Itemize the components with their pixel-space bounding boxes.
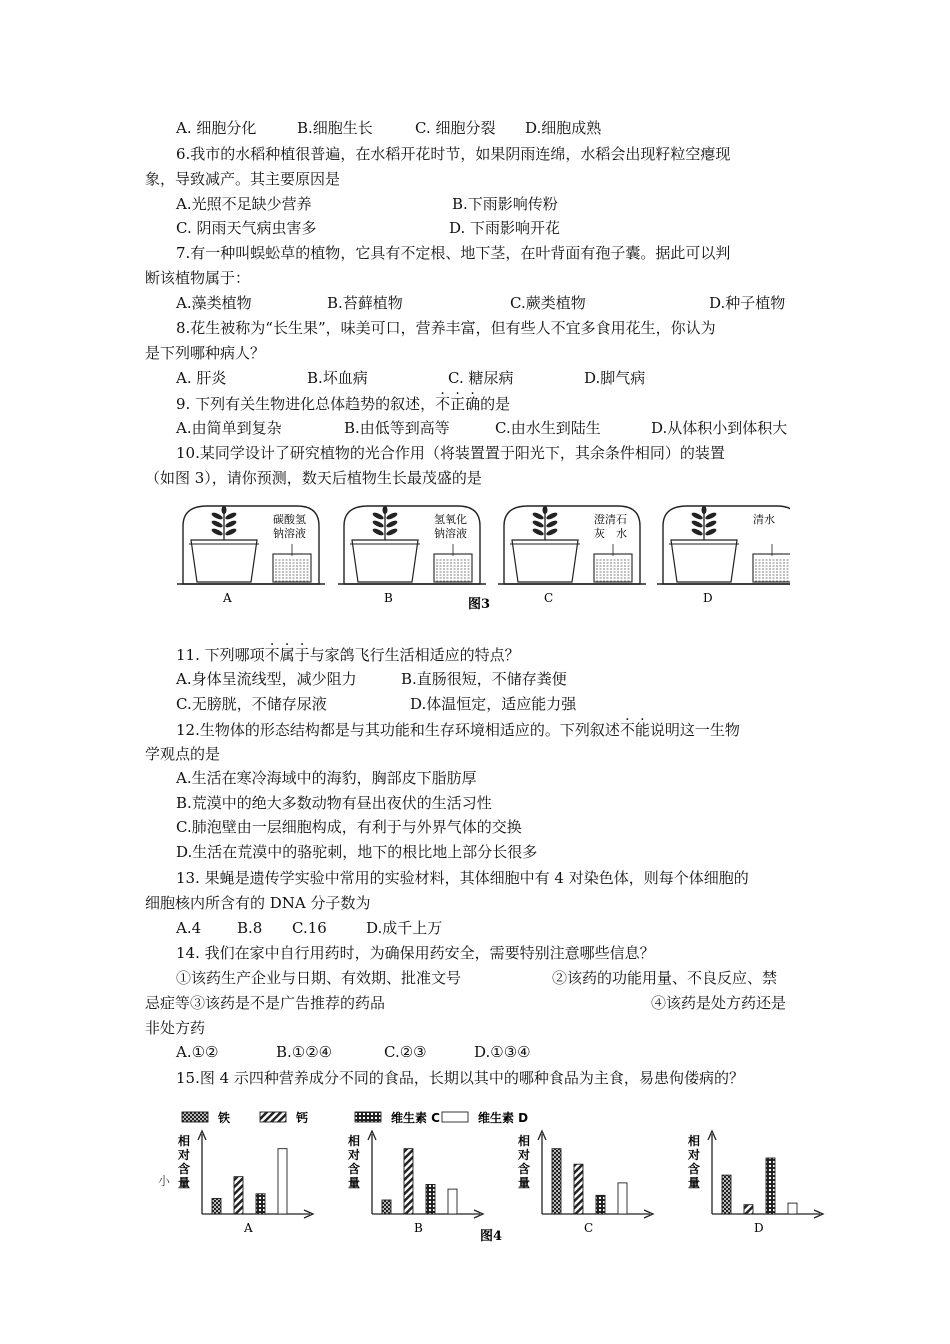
leaf [543, 506, 548, 514]
option: C. 阴雨天气病虫害多 [176, 219, 317, 237]
option: B.下雨影响传粉 [452, 195, 558, 213]
text-segment: 9. 下列有关生物进化总体趋势的叙述， [176, 395, 436, 413]
text-segment: 的是 [480, 395, 511, 413]
y-axis-label-char: 相 [348, 1134, 361, 1148]
question-text: 是下列哪种病人？ [145, 344, 266, 362]
option: C. 细胞分裂 [415, 119, 496, 137]
solution-label-line2: 钠溶液 [273, 527, 306, 540]
bar-3 [766, 1158, 775, 1214]
option: A.光照不足缺少营养 [176, 195, 312, 213]
bar-4 [448, 1189, 457, 1214]
leaf [545, 511, 558, 520]
option: C.由水生到陆生 [495, 419, 601, 437]
question-text: 14. 我们在家中自行用药时，为确保用药安全，需要特别注意哪些信息？ [176, 944, 655, 962]
solution-label-line1: 碳酸氢 [273, 513, 306, 526]
legend-label: 钙 [296, 1111, 309, 1125]
chart-panel-b [347, 1131, 483, 1235]
chart-panel-d [687, 1131, 823, 1235]
option: D.细胞成熟 [525, 119, 602, 137]
y-axis-label-char: 量 [348, 1176, 361, 1190]
figure-4-chart [150, 1100, 840, 1250]
panel-label: D [754, 1221, 764, 1235]
question-text: 象，导致减产。其主要原因是 [145, 170, 341, 188]
leaf [704, 511, 717, 520]
emphasis-char: 正 [450, 395, 466, 413]
bar-2 [574, 1164, 583, 1214]
statement-3: 忌症等③该药是不是广告推荐的药品 [145, 994, 386, 1012]
option: D.种子植物 [709, 294, 786, 312]
option: A.生活在寒冷海域中的海豹，胸部皮下脂肪厚 [176, 769, 477, 787]
option: A.身体呈流线型，减少阻力 [176, 670, 357, 688]
pot [671, 540, 737, 582]
question-text: 7.有一种叫蜈蚣草的植物，它具有不定根、地下茎，在叶背面有孢子囊。据此可以判 [176, 244, 731, 262]
leaf [211, 511, 224, 520]
leaf [704, 527, 717, 536]
leaf [385, 511, 398, 520]
question-text: 13. 果蝇是遗传学实验中常用的实验材料，其体细胞中有 4 对染色体，则每个体细胞的 [176, 869, 749, 887]
question-text [176, 394, 510, 414]
emphasis-char: 于 [294, 646, 310, 664]
solution-label-line2: 钠溶液 [434, 527, 467, 540]
emphasis-char: 能 [634, 721, 650, 739]
legend-item [182, 1110, 230, 1125]
leaf [691, 527, 704, 536]
question-text: 细胞核内所含有的 DNA 分子数为 [145, 894, 371, 912]
legend-item [355, 1110, 440, 1125]
option: B.荒漠中的绝大多数动物有昼出夜伏的生活习性 [176, 794, 492, 812]
apparatus-label: B [384, 591, 393, 605]
bar-1 [722, 1175, 731, 1214]
leaf [532, 527, 545, 536]
y-axis-label-char: 对 [518, 1148, 531, 1162]
question-text: 6.我市的水稻种植很普遍，在水稻开花时节，如果阴雨连绵，水稻会出现籽粒空瘪现 [176, 145, 731, 163]
option: B.8 [237, 919, 263, 937]
y-axis-label-char: 相 [688, 1134, 701, 1148]
emphasis-char: 确 [465, 395, 481, 413]
y-axis-label-char: 含 [348, 1162, 361, 1176]
option: D.体温恒定，适应能力强 [410, 695, 577, 713]
leaf [224, 527, 237, 536]
y-axis-label-char: 对 [688, 1148, 701, 1162]
bar-3 [256, 1194, 265, 1214]
y-axis-label-char: 相 [178, 1134, 191, 1148]
emphasis-char: 不 [435, 395, 451, 413]
option: B.细胞生长 [297, 119, 373, 137]
legend-swatch [182, 1112, 208, 1122]
option: B.①②④ [276, 1043, 333, 1061]
y-axis-label-char: 含 [178, 1162, 191, 1176]
apparatus-c [498, 506, 646, 605]
option: D.从体积小到体积大 [651, 419, 788, 437]
statement-4-cont: 非处方药 [145, 1019, 206, 1037]
leaf [372, 527, 385, 536]
option: D. 下雨影响开花 [449, 219, 561, 237]
pot [512, 540, 578, 582]
chart-panel-c [517, 1131, 653, 1235]
bar-2 [744, 1205, 753, 1214]
question-text: 断该植物属于： [145, 269, 251, 287]
question-text: 学观点的是 [145, 745, 221, 763]
pot [191, 540, 257, 582]
option: C.16 [292, 919, 327, 937]
text-segment: 说明这一生物 [649, 721, 740, 739]
bar-3 [596, 1195, 605, 1214]
option: D.生活在荒漠中的骆驼刺，地下的根比地上部分长很多 [176, 843, 538, 861]
leaf [222, 506, 227, 514]
option: B.坏血病 [307, 369, 368, 387]
legend-swatch [355, 1112, 381, 1122]
emphasis-char: 不 [619, 721, 635, 739]
solution-label-line1: 氢氧化 [434, 513, 467, 526]
option: D.成千上万 [366, 919, 443, 937]
leaf [691, 511, 704, 520]
legend-label: 维生素 D [478, 1111, 529, 1125]
stray-mark: 小 [158, 1174, 171, 1188]
option: C.②③ [384, 1043, 427, 1061]
question-text: 8.花生被称为“长生果”，味美可口，营养丰富，但有些人不宜多食用花生，你认为 [176, 319, 716, 337]
leaf [211, 519, 224, 528]
option: A. 肝炎 [176, 369, 227, 387]
figure-3 [150, 498, 790, 623]
leaf [224, 511, 237, 520]
emphasis-char: 不 [264, 646, 280, 664]
option: C.无膀胱，不储存尿液 [176, 695, 327, 713]
y-axis-label-char: 量 [178, 1176, 191, 1190]
option: B.由低等到高等 [344, 419, 450, 437]
bar-4 [788, 1203, 797, 1214]
leaf [385, 527, 398, 536]
legend-label: 铁 [218, 1111, 231, 1125]
leaf [704, 519, 717, 528]
y-axis-label-char: 含 [518, 1162, 531, 1176]
option: D.①③④ [474, 1043, 531, 1061]
solution-label-line1: 澄清石 [594, 513, 627, 526]
apparatus-label: C [544, 591, 554, 605]
option: D.脚气病 [584, 369, 646, 387]
apparatus-d [657, 506, 790, 605]
statement-2: ②该药的功能用量、不良反应、禁 [552, 969, 778, 987]
leaf [383, 506, 388, 514]
apparatus-b [338, 506, 486, 605]
panel-label: A [244, 1221, 253, 1235]
option: A.藻类植物 [176, 294, 252, 312]
chart-panel-a [177, 1131, 313, 1235]
leaf [532, 511, 545, 520]
solution-label-line1: 清水 [753, 513, 775, 526]
leaf [385, 519, 398, 528]
bar-4 [618, 1183, 627, 1214]
apparatus-label: D [703, 591, 713, 605]
apparatus-label: A [223, 591, 232, 605]
leaf [372, 511, 385, 520]
leaf [532, 519, 545, 528]
option: C.肺泡壁由一层细胞构成，有利于与外界气体的交换 [176, 818, 522, 836]
question-text [176, 720, 740, 740]
question-text [176, 645, 520, 665]
emphasis-char: 属 [279, 646, 295, 664]
option: A.4 [176, 919, 202, 937]
option: A.由简单到复杂 [176, 419, 282, 437]
legend-swatch [442, 1112, 468, 1122]
question-text: 15.图 4 示四种营养成分不同的食品，长期以其中的哪种食品为主食，易患佝偻病的？ [176, 1069, 744, 1087]
leaf [211, 527, 224, 536]
y-axis-label-char: 相 [518, 1134, 531, 1148]
y-axis-label-char: 对 [178, 1148, 191, 1162]
option: C.蕨类植物 [510, 294, 586, 312]
legend-swatch [260, 1112, 286, 1122]
bar-1 [552, 1149, 561, 1214]
bar-3 [426, 1184, 435, 1214]
leaf [702, 506, 707, 514]
legend-item [442, 1110, 528, 1125]
legend-label: 维生素 C [391, 1111, 440, 1125]
bar-4 [278, 1149, 287, 1214]
pot [352, 540, 418, 582]
question-text: 10.某同学设计了研究植物的光合作用（将装置置于阳光下，其余条件相同）的装置 [176, 444, 725, 462]
chart-title: 图4 [480, 1229, 503, 1244]
leaf [691, 519, 704, 528]
leaf [372, 519, 385, 528]
panel-label: B [414, 1221, 423, 1235]
y-axis-label-char: 含 [688, 1162, 701, 1176]
figure-caption: 图3 [468, 597, 491, 612]
statement-4: ④该药是处方药还是 [651, 994, 787, 1012]
question-text: （如图 3），请你预测，数天后植物生长最茂盛的是 [145, 469, 482, 487]
apparatus-a [177, 506, 325, 605]
option: B.苔藓植物 [327, 294, 403, 312]
bar-1 [382, 1200, 391, 1214]
leaf [224, 519, 237, 528]
solution-label-line2: 灰 水 [594, 527, 627, 540]
panel-label: C [584, 1221, 594, 1235]
bar-1 [212, 1198, 221, 1214]
option: A. 细胞分化 [176, 119, 257, 137]
text-segment: 12.生物体的形态结构都是与其功能和生存环境相适应的。下列叙述 [176, 721, 620, 739]
y-axis-label-char: 量 [518, 1176, 531, 1190]
option: A.①② [176, 1043, 219, 1061]
bar-2 [234, 1177, 243, 1214]
text-segment: 与家鸽飞行生活相适应的特点？ [309, 646, 520, 664]
option: C. 糖尿病 [448, 369, 514, 387]
text-segment: 11. 下列哪项 [176, 646, 265, 664]
bar-2 [404, 1149, 413, 1214]
y-axis-label-char: 对 [348, 1148, 361, 1162]
statement-1: ①该药生产企业与日期、有效期、批准文号 [176, 969, 462, 987]
legend-item [260, 1110, 308, 1125]
y-axis-label-char: 量 [688, 1176, 701, 1190]
leaf [545, 519, 558, 528]
leaf [545, 527, 558, 536]
option: B.直肠很短，不储存粪便 [401, 670, 567, 688]
